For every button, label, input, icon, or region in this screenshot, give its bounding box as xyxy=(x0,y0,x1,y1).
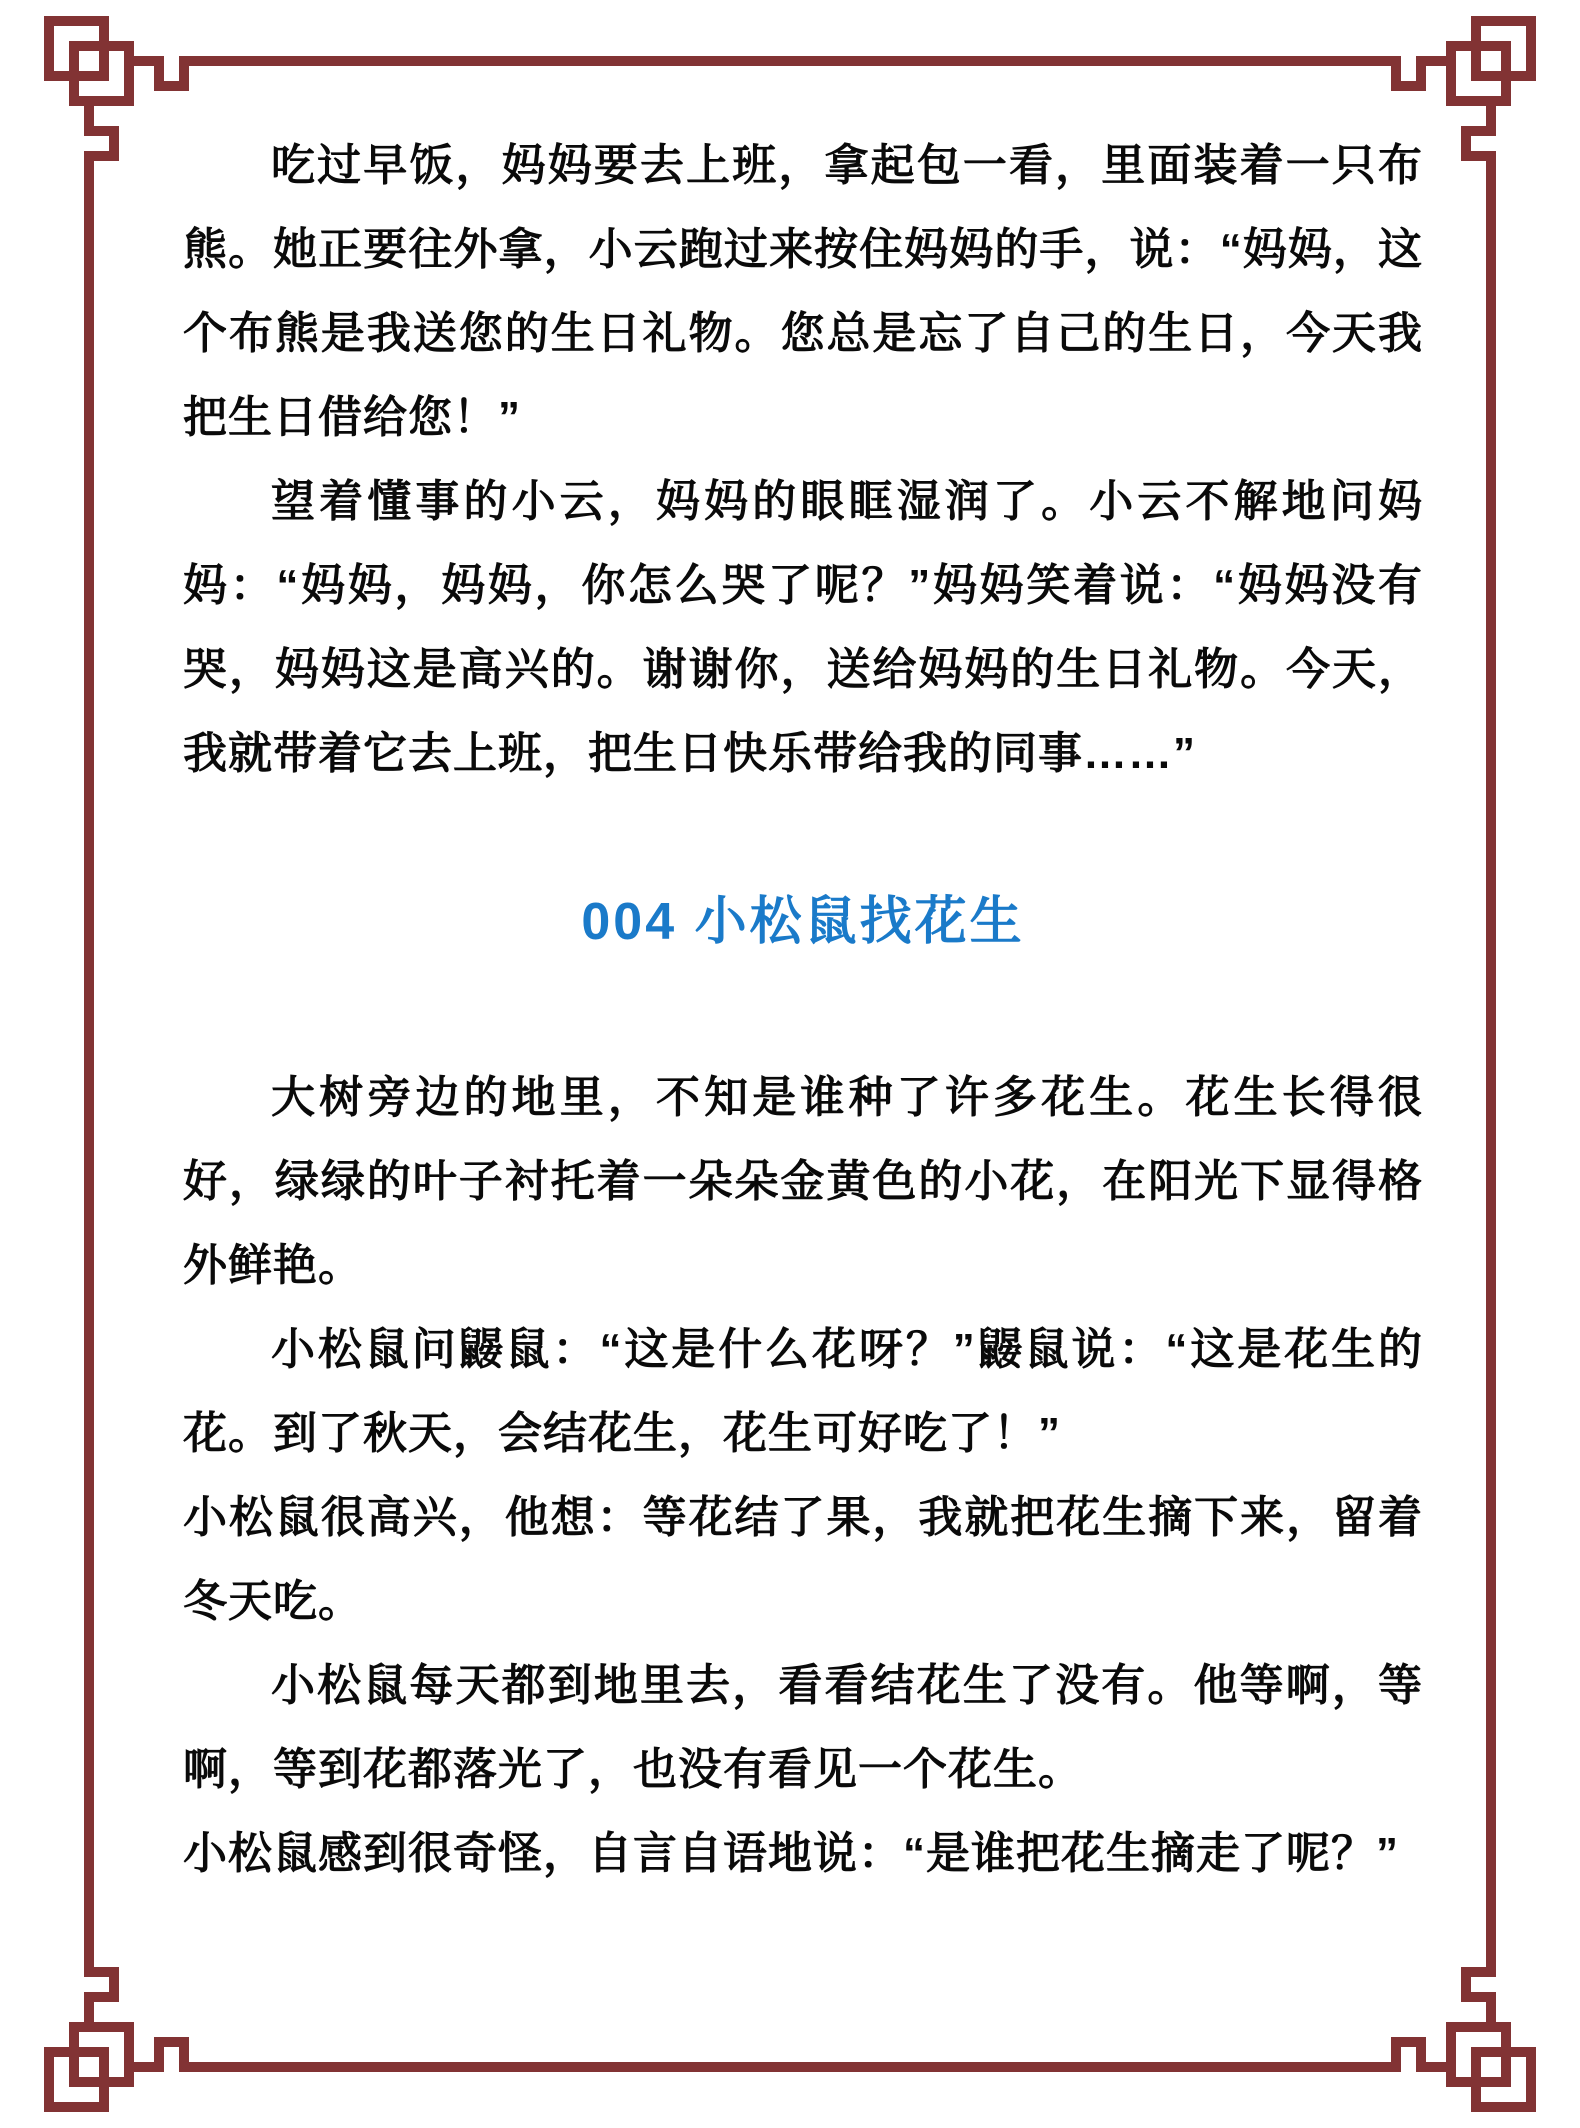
corner-knot-icon-bottom-right xyxy=(1346,1922,1546,2122)
frame-border-left xyxy=(84,200,94,1928)
story-text-block xyxy=(183,124,1423,1896)
story-paragraph: 小松鼠问鼹鼠：“这是什么花呀？”鼹鼠说：“这是花生的花。到了秋天，会结花生，花生可好吃了！” xyxy=(183,1325,1423,1458)
frame-border-bottom xyxy=(200,2062,1380,2072)
corner-knot-icon-bottom-left xyxy=(34,1922,234,2122)
story-paragraph: 吃过早饭，妈妈要去上班，拿起包一看，里面装着一只布熊。她正要往外拿，小云跑过来按住妈妈的手，说：“妈妈，这个布熊是我送您的生日礼物。您总是忘了自己的生日，今天我把生日借给您！” xyxy=(183,141,1423,442)
story-paragraph: 望着懂事的小云，妈妈的眼眶湿润了。小云不解地问妈妈：“妈妈，妈妈，你怎么哭了呢？”妈妈笑着说：“妈妈没有哭，妈妈这是高兴的。谢谢你，送给妈妈的生日礼物。今天，我就带着它去上班，把生日快乐带给我的同事……” xyxy=(183,477,1423,778)
story-paragraph: 小松鼠感到很奇怪，自言自语地说：“是谁把花生摘走了呢？” xyxy=(183,1829,1399,1878)
section-title: 004 小松鼠找花生 xyxy=(581,893,1025,951)
story-paragraph: 大树旁边的地里，不知是谁种了许多花生。花生长得很好，绿绿的叶子衬托着一朵朵金黄色的小花，在阳光下显得格外鲜艳。 xyxy=(183,1073,1423,1290)
frame-border-right xyxy=(1486,200,1496,1928)
story-paragraph: 小松鼠每天都到地里去，看看结花生了没有。他等啊，等啊，等到花都落光了，也没有看见一个花生。 xyxy=(183,1661,1423,1794)
frame-border-top xyxy=(200,56,1380,66)
story-paragraph: 小松鼠很高兴，他想：等花结了果，我就把花生摘下来，留着冬天吃。 xyxy=(183,1493,1423,1626)
